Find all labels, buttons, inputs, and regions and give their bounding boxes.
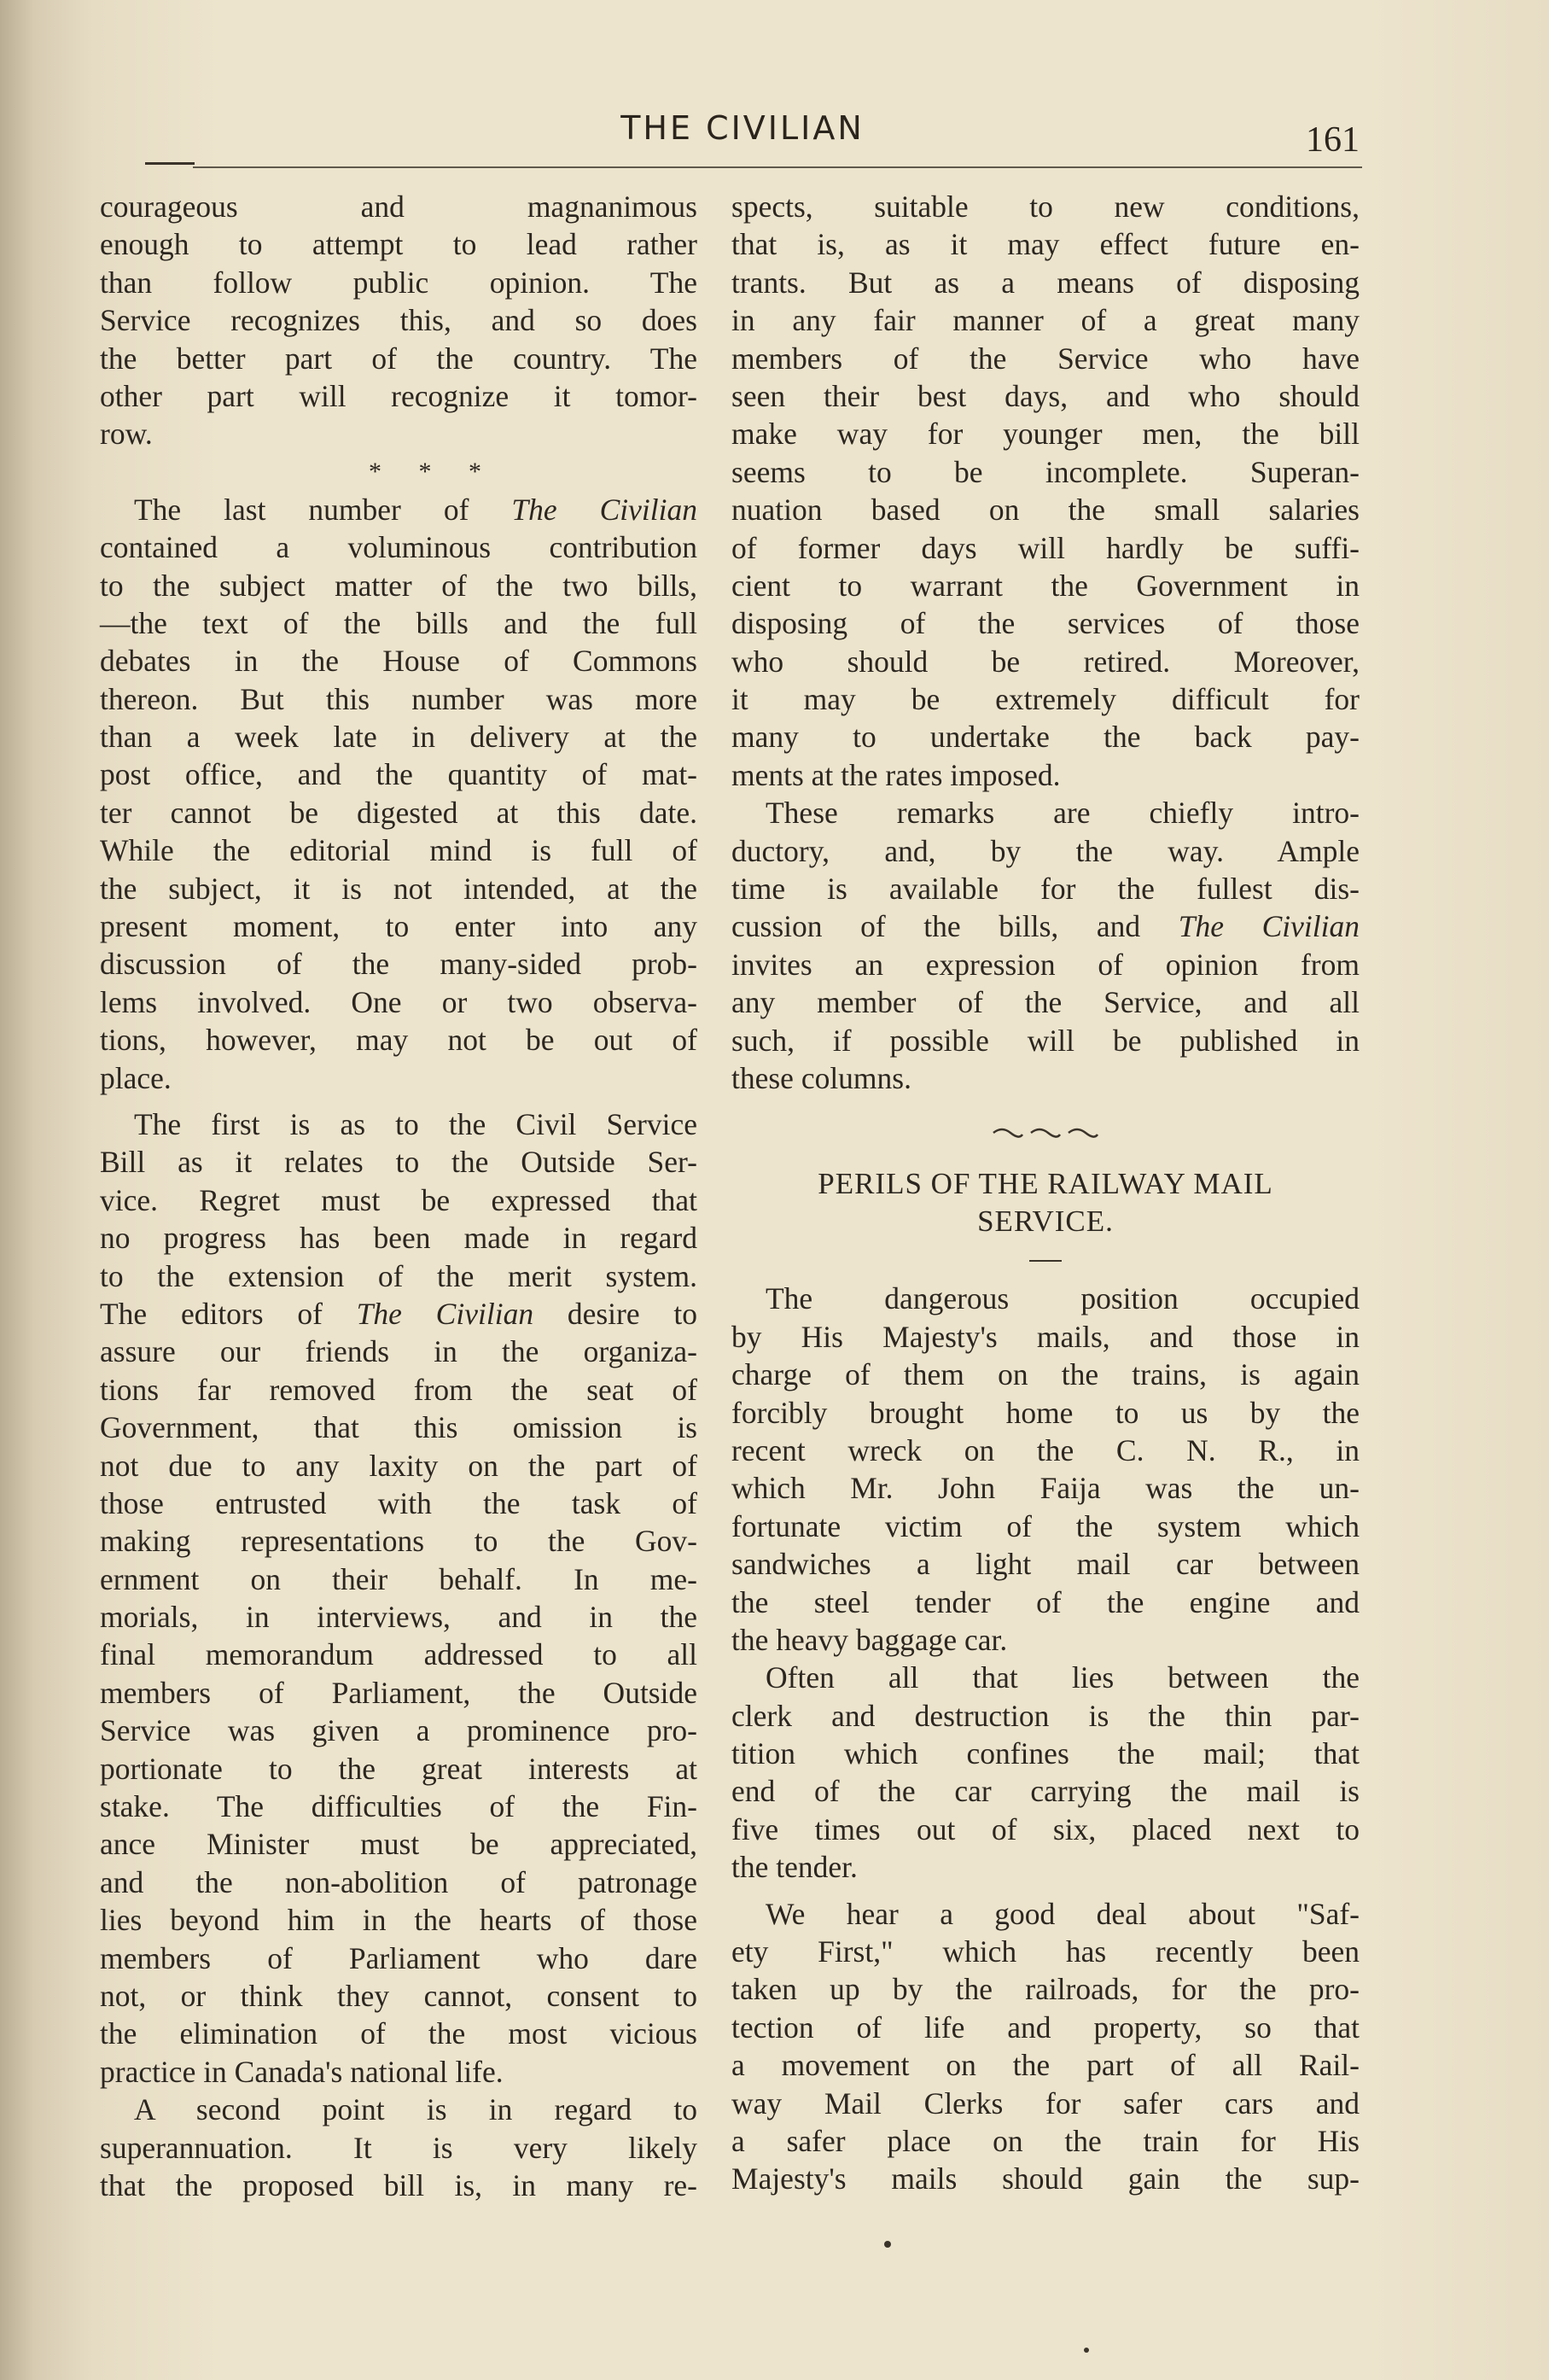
print-speck xyxy=(1084,2348,1089,2353)
text-line: forcibly brought home to us by the xyxy=(731,1395,1360,1430)
text-line: to the subject matter of the two bills, xyxy=(100,568,697,603)
text-line: disposing of the services of those xyxy=(731,606,1360,641)
header-rule xyxy=(193,166,1362,168)
text-line: courageous and magnanimous xyxy=(100,190,697,224)
paragraph-civil-service-bill xyxy=(100,1105,697,2091)
text-line: to the extension of the merit system. xyxy=(100,1258,697,1293)
text-line: a movement on the part of all Rail- xyxy=(731,2048,1360,2083)
paragraph-dangerous-position xyxy=(731,1280,1360,1659)
text-line: Bill as it relates to the Outside Ser- xyxy=(100,1145,697,1180)
text-line: making representations to the Gov- xyxy=(100,1524,697,1559)
text-line: contained a voluminous contribution xyxy=(100,530,697,565)
text-line: vice. Regret must be expressed that xyxy=(100,1182,697,1217)
text-line: than follow public opinion. The xyxy=(100,265,697,300)
text-line: Majesty's mails should gain the sup- xyxy=(731,2161,1360,2196)
text-line: practice in Canada's national life. xyxy=(100,2054,504,2089)
text-line: spects, suitable to new conditions, xyxy=(731,190,1360,224)
text-line: the better part of the country. The xyxy=(100,341,697,376)
text-line: in any fair manner of a great many xyxy=(731,303,1360,338)
text-line: the subject, it is not intended, at the xyxy=(100,871,697,906)
text-line: not, or think they cannot, consent to xyxy=(100,1978,697,2013)
text-line: way Mail Clerks for safer cars and xyxy=(731,2085,1360,2120)
text-line: it may be extremely difficult for xyxy=(731,682,1360,717)
text-line: charge of them on the trains, is again xyxy=(731,1357,1360,1392)
text-line: The editors of xyxy=(100,1296,357,1331)
text-line: clerk and destruction is the thin par- xyxy=(731,1698,1360,1733)
text-line: which Mr. John Faija was the un- xyxy=(731,1471,1360,1506)
text-line: many to undertake the back pay- xyxy=(731,720,1360,755)
text-line: Government, that this omission is xyxy=(100,1410,697,1445)
text-line: end of the car carrying the mail is xyxy=(731,1774,1360,1809)
text-line: no progress has been made in regard xyxy=(100,1221,697,1256)
text-line: the steel tender of the engine and xyxy=(731,1584,1360,1619)
article-heading-line2: SERVICE. xyxy=(977,1205,1114,1239)
text-line: members of Parliament, the Outside xyxy=(100,1675,697,1710)
text-line: that is, as it may effect future en- xyxy=(731,227,1360,262)
text-line: those entrusted with the task of xyxy=(100,1485,697,1520)
running-header-title: THE CIVILIAN xyxy=(620,109,865,147)
print-speck xyxy=(884,2241,891,2248)
paragraph-partition xyxy=(731,1659,1360,1886)
text-line: Service recognizes this, and so does xyxy=(100,303,697,338)
italic-title: The Civilian xyxy=(1178,909,1360,944)
ornament-glyph-icon xyxy=(990,1124,1101,1145)
text-line: tection of life and property, so that xyxy=(731,2010,1360,2045)
text-line: by His Majesty's mails, and those in xyxy=(731,1319,1360,1354)
text-line: —the text of the bills and the full xyxy=(100,605,697,640)
text-line: who should be retired. Moreover, xyxy=(731,644,1360,679)
text-line: the heavy baggage car. xyxy=(731,1622,1008,1657)
text-line: post office, and the quantity of mat- xyxy=(100,757,697,792)
text-line: seems to be incomplete. Superan- xyxy=(731,454,1360,489)
text-line: ductory, and, by the way. Ample xyxy=(731,833,1360,868)
text-line: taken up by the railroads, for the pro- xyxy=(731,1972,1360,2007)
text-line: morials, in interviews, and in the xyxy=(100,1600,697,1635)
paragraph-opinion xyxy=(100,188,697,453)
text-line: ety First," which has recently been xyxy=(731,1934,1360,1969)
text-line: make way for younger men, the bill xyxy=(731,417,1360,452)
text-line: tition which confines the mail; that xyxy=(731,1736,1360,1771)
text-line: debates in the House of Commons xyxy=(100,644,697,679)
text-line: tions far removed from the seat of xyxy=(100,1372,697,1407)
text-line: portionate to the great interests at xyxy=(100,1751,697,1786)
text-line: that the proposed bill is, in many re- xyxy=(100,2167,697,2202)
right-column xyxy=(731,188,1360,2198)
italic-title: The Civilian xyxy=(356,1296,534,1331)
text-line: We hear a good deal about "Saf- xyxy=(766,1896,1360,1931)
text-line: The last number of xyxy=(134,492,512,527)
text-line: any member of the Service, and all xyxy=(731,985,1360,1020)
text-line: a safer place on the train for His xyxy=(731,2123,1360,2158)
text-line-with-italic xyxy=(100,1295,697,1333)
italic-title: The Civilian xyxy=(511,492,697,527)
paragraph-superannuation-cont xyxy=(731,188,1360,794)
text-line: thereon. But this number was more xyxy=(100,681,697,716)
text-line: present moment, to enter into any xyxy=(100,909,697,944)
page-number: 161 xyxy=(1306,120,1360,160)
heading-dash xyxy=(731,1240,1360,1275)
text-line: not due to any laxity on the part of xyxy=(100,1448,697,1483)
text-line: The first is as to the Civil Service xyxy=(134,1106,697,1141)
text-line: and the non-abolition of patronage xyxy=(100,1864,697,1899)
text-line: other part will recognize it tomor- xyxy=(100,378,697,413)
text-line: assure our friends in the organiza- xyxy=(100,1334,697,1369)
text-line: The dangerous position occupied xyxy=(766,1281,1360,1316)
text-line: invites an expression of opinion from xyxy=(731,947,1360,982)
text-line: of former days will hardly be suffi- xyxy=(731,530,1360,565)
text-line: trants. But as a means of disposing xyxy=(731,265,1360,300)
text-line: enough to attempt to lead rather xyxy=(100,227,697,262)
header-rule-short xyxy=(145,162,195,165)
text-line: than a week late in delivery at the xyxy=(100,720,697,755)
text-line: desire to xyxy=(533,1296,697,1331)
paragraph-safety-first xyxy=(731,1895,1360,2198)
text-line: ernment on their behalf. In me- xyxy=(100,1561,697,1596)
left-column xyxy=(100,188,697,2204)
text-line: superannuation. It is very likely xyxy=(100,2130,697,2165)
text-line: ter cannot be digested at this date. xyxy=(100,795,697,830)
text-line: cussion of the bills, and xyxy=(731,909,1179,944)
text-line: stake. The difficulties of the Fin- xyxy=(100,1789,697,1824)
text-line: These remarks are chiefly intro- xyxy=(766,796,1360,831)
text-line: ments at the rates imposed. xyxy=(731,757,1061,792)
text-line: ance Minister must be appreciated, xyxy=(100,1827,697,1862)
text-line: place. xyxy=(100,1060,172,1095)
text-line: members of the Service who have xyxy=(731,341,1360,376)
text-line: final memorandum addressed to all xyxy=(100,1637,697,1672)
text-line-with-italic xyxy=(731,907,1360,945)
text-line: time is available for the fullest dis- xyxy=(731,872,1360,907)
paragraph-superannuation xyxy=(100,2091,697,2204)
text-line: these columns. xyxy=(731,1060,911,1095)
text-line-with-italic xyxy=(100,491,697,528)
text-line: lems involved. One or two observa- xyxy=(100,984,697,1019)
text-line: the tender. xyxy=(731,1850,858,1885)
text-line: seen their best days, and who should xyxy=(731,378,1360,413)
text-line: five times out of six, placed next to xyxy=(731,1811,1360,1846)
text-line: recent wreck on the C. N. R., in xyxy=(731,1432,1360,1467)
text-line: tions, however, may not be out of xyxy=(100,1023,697,1058)
text-line: discussion of the many-sided prob- xyxy=(100,947,697,982)
text-line: such, if possible will be published in xyxy=(731,1023,1360,1058)
text-line: row. xyxy=(100,417,153,452)
text-line: While the editorial mind is full of xyxy=(100,833,697,868)
text-line: members of Parliament who dare xyxy=(100,1940,697,1975)
text-line: lies beyond him in the hearts of those xyxy=(100,1903,697,1938)
text-line: cient to warrant the Government in xyxy=(731,568,1360,603)
text-line: the elimination of the most vicious xyxy=(100,2016,697,2051)
article-heading: PERILS OF THE RAILWAY MAIL xyxy=(818,1167,1273,1201)
text-line: Service was given a prominence pro- xyxy=(100,1713,697,1748)
text-line: fortunate victim of the system which xyxy=(731,1508,1360,1543)
text-line: nuation based on the small salaries xyxy=(731,493,1360,528)
section-ornament xyxy=(731,1105,1360,1157)
section-separator: * * * xyxy=(369,457,497,486)
text-line: sandwiches a light mail car between xyxy=(731,1547,1360,1582)
paragraph-last-number xyxy=(100,491,697,1097)
paragraph-remarks xyxy=(731,794,1360,1097)
text-line: A second point is in regard to xyxy=(134,2092,697,2127)
text-line: Often all that lies between the xyxy=(766,1660,1360,1695)
